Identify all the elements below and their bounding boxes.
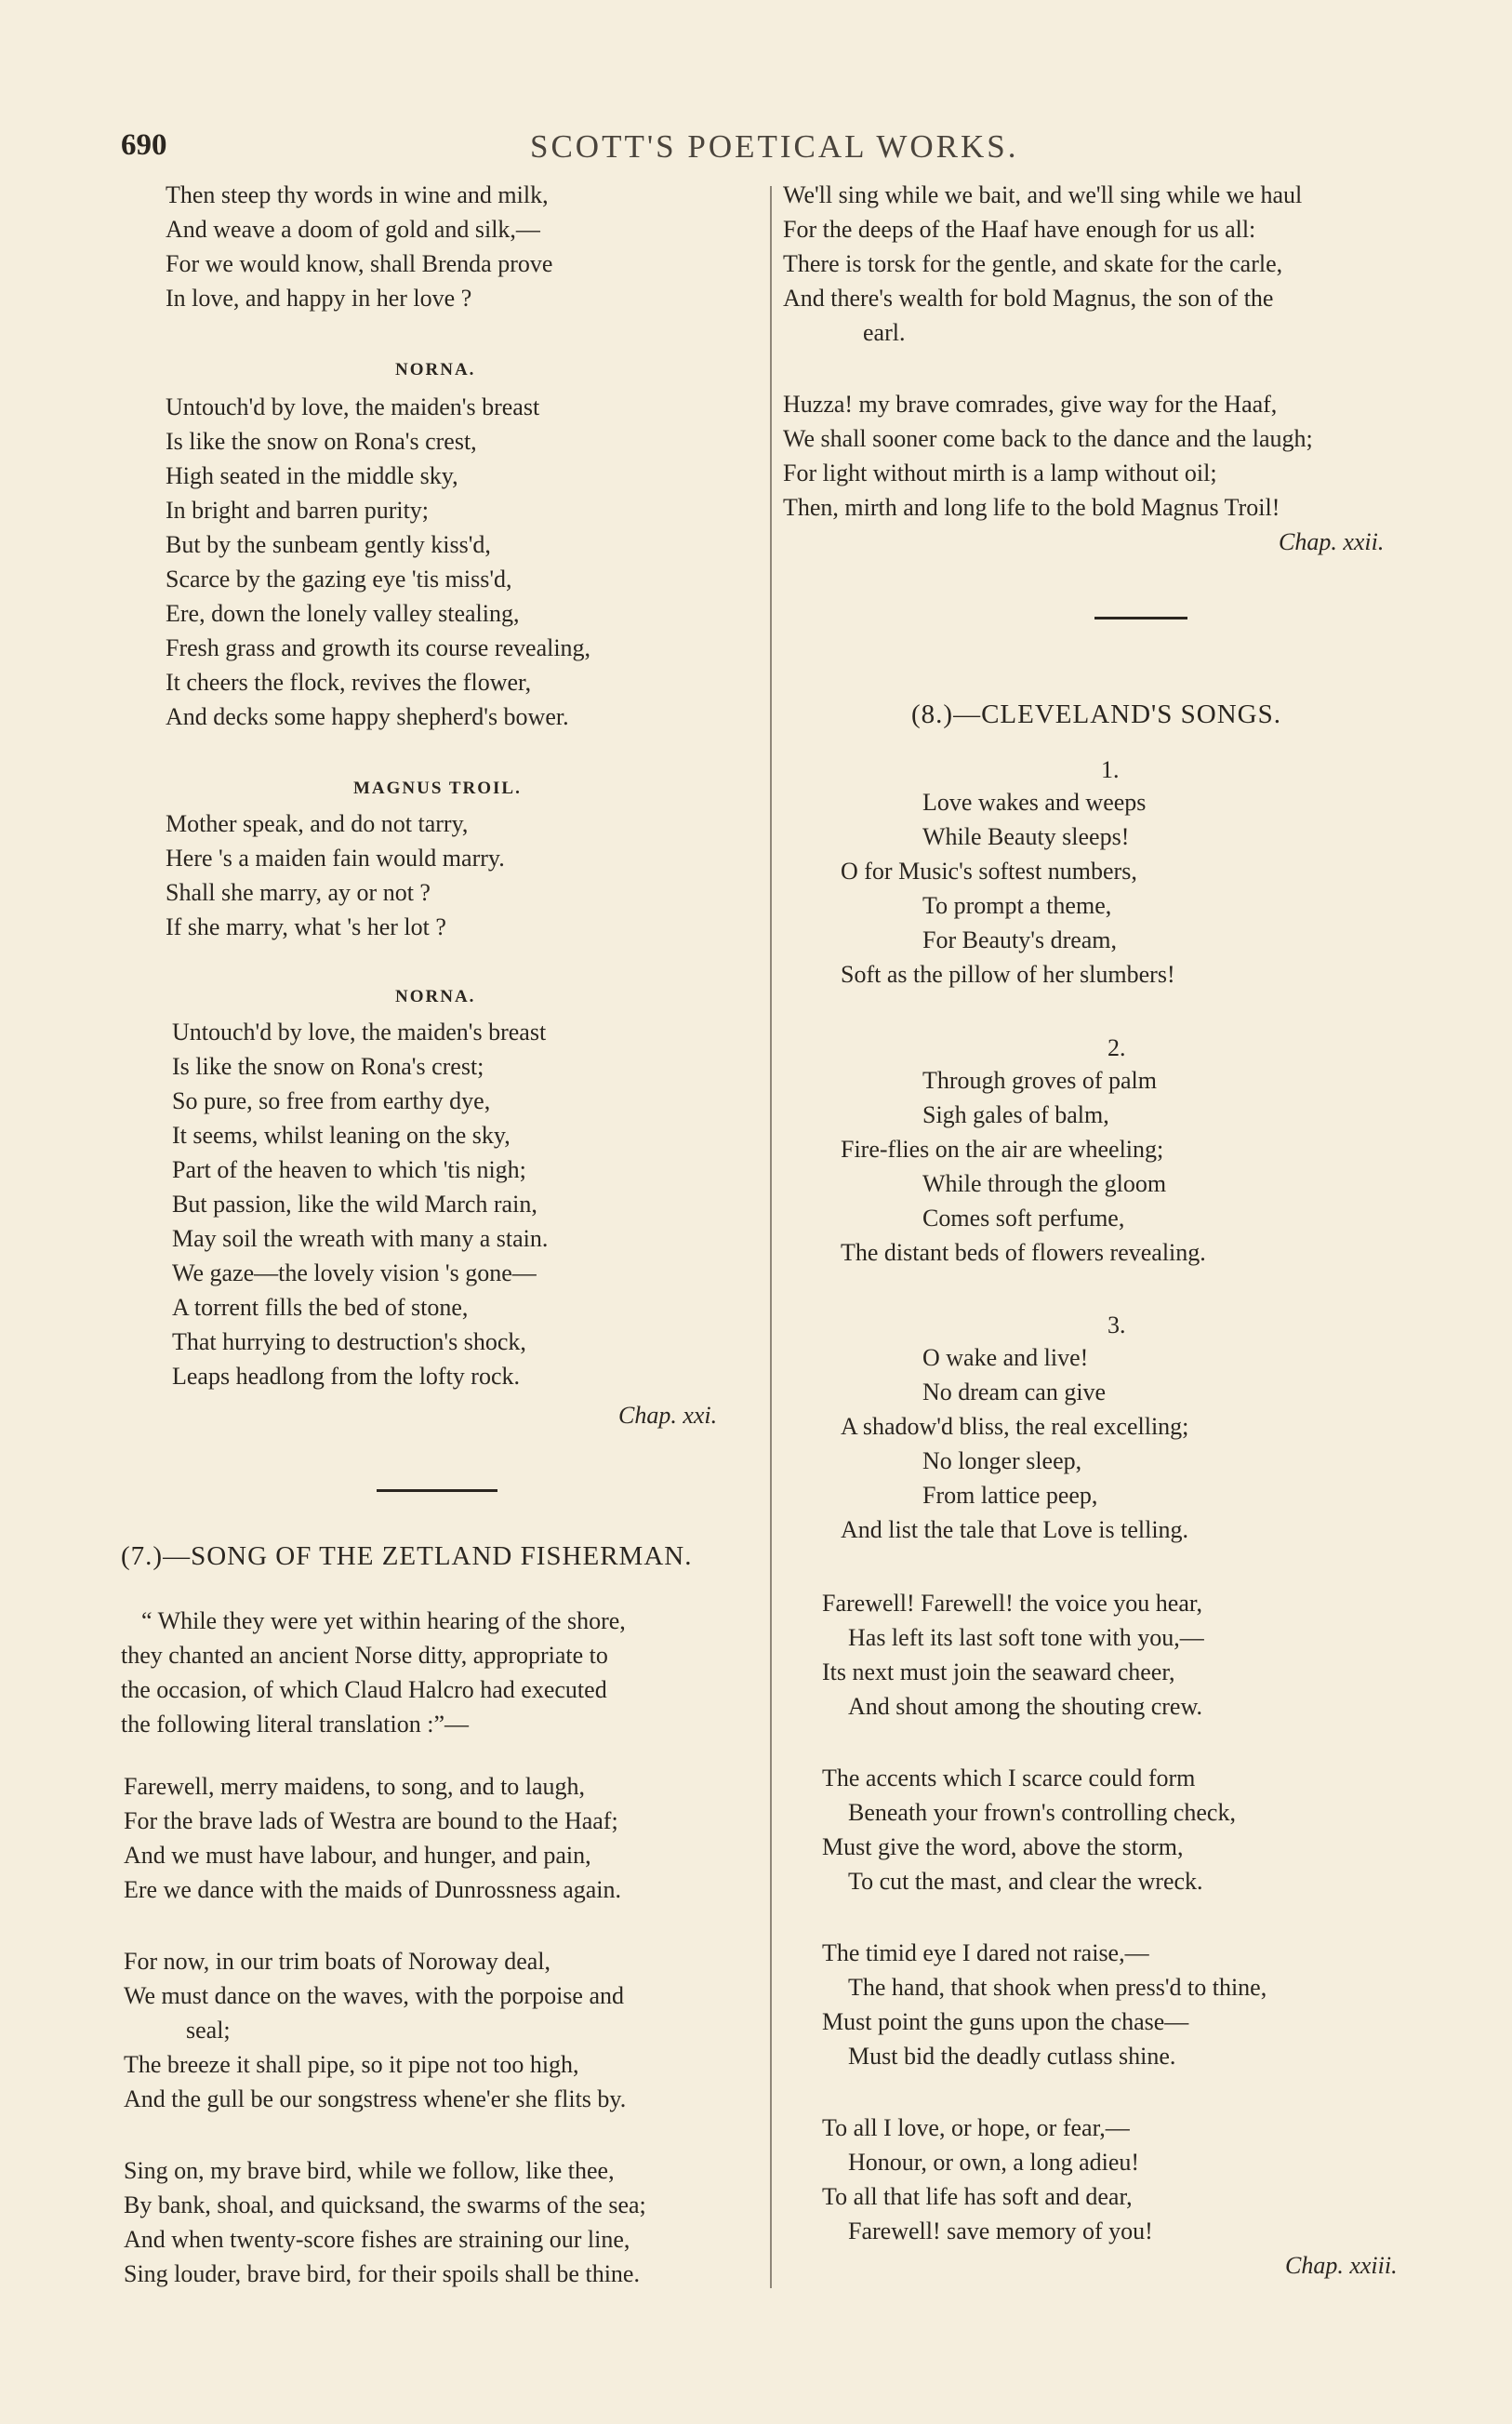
- verse-line: For we would know, shall Brenda prove: [166, 250, 553, 277]
- prose-line: the occasion, of which Claud Halcro had executed: [121, 1676, 607, 1703]
- verse-line: Part of the heaven to which 'tis nigh;: [172, 1156, 526, 1183]
- verse-line: To all I love, or hope, or fear,—: [822, 2114, 1130, 2141]
- verse-line: Must give the word, above the storm,: [822, 1833, 1184, 1860]
- verse-line: To prompt a theme,: [922, 892, 1112, 919]
- verse-line: Untouch'd by love, the maiden's breast: [166, 393, 540, 420]
- speaker-norna: NORNA.: [395, 987, 476, 1006]
- verse-line: Huzza! my brave comrades, give way for the Haaf,: [783, 391, 1278, 418]
- verse-line: High seated in the middle sky,: [166, 462, 458, 489]
- verse-line: For the brave lads of Westra are bound to the Haaf;: [124, 1807, 618, 1834]
- verse-line: Ere we dance with the maids of Dunrossness again.: [124, 1876, 622, 1903]
- verse-line: For light without mirth is a lamp without oil;: [783, 459, 1217, 486]
- verse-line: Honour, or own, a long adieu!: [848, 2149, 1140, 2176]
- verse-line: Farewell! save memory of you!: [848, 2218, 1153, 2244]
- verse-line: Sing on, my brave bird, while we follow, like thee,: [124, 2157, 615, 2184]
- verse-line: Has left its last soft tone with you,—: [848, 1624, 1204, 1651]
- verse-line: Sigh gales of balm,: [922, 1101, 1109, 1128]
- verse-line: We gaze—the lovely vision 's gone—: [172, 1259, 537, 1286]
- verse-line: Must point the guns upon the chase—: [822, 2008, 1189, 2035]
- verse-line: The breeze it shall pipe, so it pipe not too high,: [124, 2051, 579, 2078]
- verse-line: Then steep thy words in wine and milk,: [166, 181, 549, 208]
- verse-line: Love wakes and weeps: [922, 789, 1147, 816]
- verse-line: But by the sunbeam gently kiss'd,: [166, 531, 491, 558]
- verse-line: Farewell, merry maidens, to song, and to laugh,: [124, 1773, 586, 1800]
- verse-line: O for Music's softest numbers,: [841, 858, 1137, 885]
- verse-line: Is like the snow on Rona's crest;: [172, 1053, 484, 1080]
- verse-line: By bank, shoal, and quicksand, the swarms of the sea;: [124, 2191, 646, 2218]
- verse-line: While Beauty sleeps!: [922, 823, 1130, 850]
- verse-line: There is torsk for the gentle, and skate for the carle,: [783, 250, 1283, 277]
- verse-line: And list the tale that Love is telling.: [841, 1516, 1189, 1543]
- verse-line: Mother speak, and do not tarry,: [166, 810, 469, 837]
- stanza-number: 1.: [1101, 756, 1120, 783]
- verse-line: seal;: [186, 2017, 231, 2044]
- verse-line: From lattice peep,: [922, 1482, 1098, 1509]
- stanza-number: 3.: [1107, 1312, 1126, 1339]
- verse-line: If she marry, what 's her lot ?: [166, 913, 446, 940]
- verse-line: But passion, like the wild March rain,: [172, 1191, 537, 1218]
- verse-line: It cheers the flock, revives the flower,: [166, 669, 532, 696]
- verse-line: O wake and live!: [922, 1344, 1089, 1371]
- verse-line: Its next must join the seaward cheer,: [822, 1658, 1175, 1685]
- verse-line: May soil the wreath with many a stain.: [172, 1225, 549, 1252]
- verse-line: Farewell! Farewell! the voice you hear,: [822, 1590, 1203, 1617]
- verse-line: Beneath your frown's controlling check,: [848, 1799, 1236, 1826]
- verse-line: Sing louder, brave bird, for their spoils shall be thine.: [124, 2260, 640, 2287]
- verse-line: And decks some happy shepherd's bower.: [166, 703, 569, 730]
- verse-line: For now, in our trim boats of Noroway deal,: [124, 1948, 551, 1975]
- verse-line: And weave a doom of gold and silk,—: [166, 216, 540, 243]
- verse-line: That hurrying to destruction's shock,: [172, 1328, 526, 1355]
- verse-line: Fire-flies on the air are wheeling;: [841, 1136, 1164, 1163]
- verse-line: Untouch'd by love, the maiden's breast: [172, 1019, 547, 1046]
- verse-line: We must dance on the waves, with the porpoise and: [124, 1982, 624, 2009]
- chapter-reference: Chap. xxi.: [618, 1402, 718, 1429]
- verse-line: Leaps headlong from the lofty rock.: [172, 1363, 520, 1390]
- verse-line: In love, and happy in her love ?: [166, 285, 472, 312]
- page-header: [121, 128, 1079, 175]
- verse-line: Comes soft perfume,: [922, 1205, 1125, 1232]
- verse-line: Then, mirth and long life to the bold Magnus Troil!: [783, 494, 1280, 521]
- verse-line: While through the gloom: [922, 1170, 1167, 1197]
- verse-line: And the gull be our songstress whene'er she flits by.: [124, 2085, 627, 2112]
- verse-line: The accents which I scarce could form: [822, 1765, 1196, 1791]
- verse-line: No dream can give: [922, 1378, 1107, 1405]
- verse-line: Shall she marry, ay or not ?: [166, 879, 431, 906]
- chapter-reference: Chap. xxiii.: [1285, 2252, 1398, 2279]
- verse-line: Must bid the deadly cutlass shine.: [848, 2043, 1176, 2070]
- verse-line: To all that life has soft and dear,: [822, 2183, 1133, 2210]
- speaker-norna: NORNA.: [395, 360, 476, 380]
- prose-line: they chanted an ancient Norse ditty, appropriate to: [121, 1642, 608, 1669]
- verse-line: earl.: [863, 319, 906, 346]
- section-8-title: (8.)—CLEVELAND'S SONGS.: [911, 699, 1281, 729]
- verse-line: We'll sing while we bait, and we'll sing while we haul: [783, 181, 1303, 208]
- verse-line: Scarce by the gazing eye 'tis miss'd,: [166, 566, 512, 593]
- verse-line: No longer sleep,: [922, 1447, 1082, 1474]
- prose-line: the following literal translation :”—: [121, 1711, 470, 1738]
- verse-line: It seems, whilst leaning on the sky,: [172, 1122, 511, 1149]
- section-rule: [1094, 617, 1187, 619]
- running-title: SCOTT'S POETICAL WORKS.: [530, 128, 1019, 165]
- verse-line: So pure, so free from earthy dye,: [172, 1087, 491, 1114]
- verse-line: And shout among the shouting crew.: [848, 1693, 1203, 1720]
- prose-line: “ While they were yet within hearing of the shore,: [141, 1607, 626, 1634]
- verse-line: For Beauty's dream,: [922, 926, 1118, 953]
- page-number: 690: [121, 128, 167, 162]
- verse-line: In bright and barren purity;: [166, 497, 430, 524]
- verse-line: And there's wealth for bold Magnus, the son of the: [783, 285, 1274, 312]
- verse-line: Ere, down the lonely valley stealing,: [166, 600, 520, 627]
- verse-line: And when twenty-score fishes are straining our line,: [124, 2226, 630, 2253]
- verse-line: Soft as the pillow of her slumbers!: [841, 961, 1175, 988]
- stanza-number: 2.: [1107, 1034, 1126, 1061]
- verse-line: To cut the mast, and clear the wreck.: [848, 1868, 1203, 1895]
- speaker-magnus-troil: MAGNUS TROIL.: [353, 779, 522, 798]
- verse-line: The timid eye I dared not raise,—: [822, 1939, 1149, 1966]
- column-divider: [770, 186, 772, 2288]
- chapter-reference: Chap. xxii.: [1279, 528, 1385, 555]
- section-rule: [377, 1489, 497, 1492]
- verse-line: A shadow'd bliss, the real excelling;: [841, 1413, 1189, 1440]
- verse-line: A torrent fills the bed of stone,: [172, 1294, 469, 1321]
- verse-line: For the deeps of the Haaf have enough for us all:: [783, 216, 1256, 243]
- verse-line: Through groves of palm: [922, 1067, 1158, 1094]
- verse-line: The distant beds of flowers revealing.: [841, 1239, 1206, 1266]
- verse-line: Here 's a maiden fain would marry.: [166, 845, 505, 872]
- verse-line: We shall sooner come back to the dance and the laugh;: [783, 425, 1313, 452]
- verse-line: Fresh grass and growth its course revealing,: [166, 634, 591, 661]
- verse-line: And we must have labour, and hunger, and pain,: [124, 1842, 591, 1869]
- section-7-title: (7.)—SONG OF THE ZETLAND FISHERMAN.: [121, 1541, 693, 1571]
- verse-line: The hand, that shook when press'd to thine,: [848, 1974, 1267, 2001]
- verse-line: Is like the snow on Rona's crest,: [166, 428, 477, 455]
